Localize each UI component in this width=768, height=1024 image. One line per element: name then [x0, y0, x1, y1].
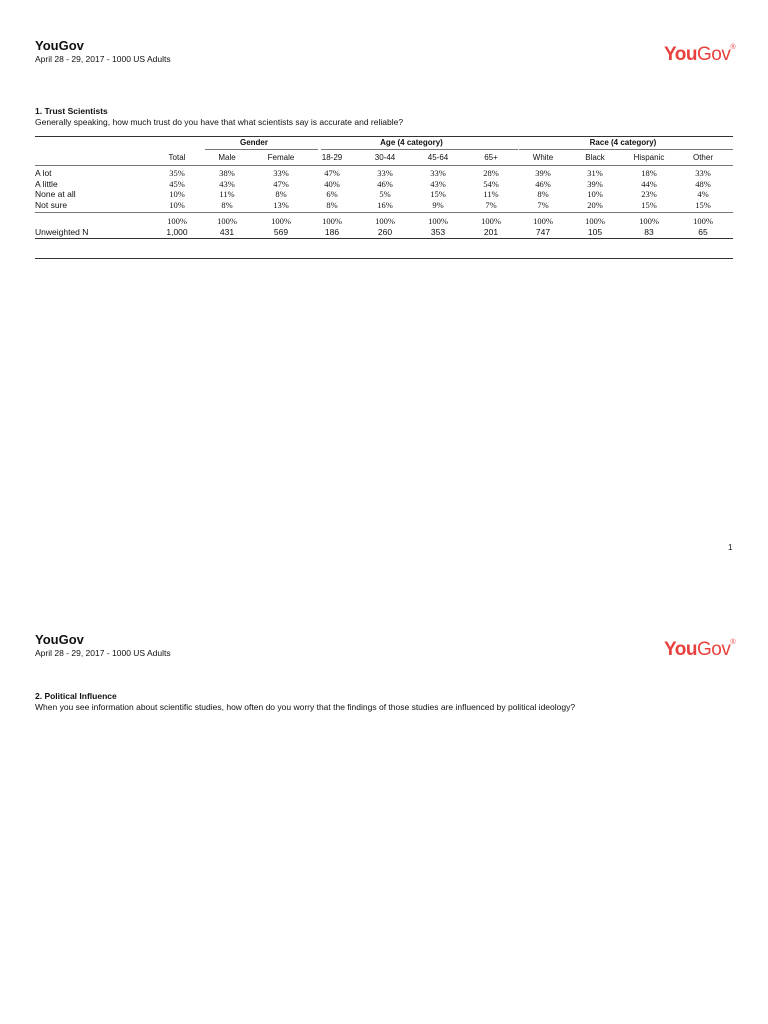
group-underline — [205, 149, 318, 150]
yougov-logo: YouGov® — [664, 44, 736, 65]
sample-size-cell: 569 — [273, 226, 289, 237]
data-cell: 8% — [326, 199, 338, 210]
data-cell: 8% — [275, 189, 287, 199]
data-cell: 33% — [695, 168, 711, 178]
sample-size-cell: 353 — [430, 226, 446, 237]
data-cell: 7% — [485, 199, 497, 210]
column-header: Other — [692, 153, 713, 162]
data-cell: 46% — [377, 178, 393, 189]
data-cell: 15% — [695, 199, 711, 210]
group-header: Age (4 category) — [380, 138, 443, 147]
data-cell: 11% — [483, 189, 499, 199]
column-header: 30-44 — [374, 153, 396, 162]
group-underline — [321, 149, 518, 150]
data-cell: 33% — [430, 168, 446, 178]
column-header: Total — [168, 153, 186, 162]
data-cell: 43% — [219, 178, 235, 189]
data-cell: 39% — [587, 178, 603, 189]
column-header: 65+ — [484, 153, 498, 162]
sample-size-cell: 1,000 — [166, 226, 188, 237]
sample-size-cell: 431 — [219, 226, 235, 237]
total-cell: 100% — [375, 216, 395, 226]
row-label: None at all — [35, 189, 76, 199]
group-header: Race (4 category) — [589, 138, 657, 147]
sample-size-cell: 747 — [535, 226, 551, 237]
data-cell: 47% — [273, 178, 289, 189]
total-cell: 100% — [217, 216, 237, 226]
crosstab-demographics — [35, 720, 733, 844]
group-header: Gender — [239, 138, 268, 147]
data-cell: 33% — [377, 168, 393, 178]
data-cell: 4% — [697, 189, 709, 199]
survey-date: April 28 - 29, 2017 - 1000 US Adults — [35, 54, 171, 64]
brand-title: YouGov — [35, 38, 84, 53]
question-text: When you see information about scientific studies, how often do you worry that the findings of those studies are influenced by political ideology? — [35, 702, 576, 712]
header-rule — [35, 165, 733, 166]
total-cell: 100% — [271, 216, 291, 226]
data-cell: 33% — [273, 168, 289, 178]
total-cell: 100% — [533, 216, 553, 226]
total-cell: 100% — [481, 216, 501, 226]
column-header: 18-29 — [321, 153, 343, 162]
column-header: 45-64 — [427, 153, 449, 162]
data-cell: 39% — [535, 168, 551, 178]
question-title: 2. Political Influence — [35, 691, 117, 701]
group-underline — [519, 149, 733, 150]
data-cell: 9% — [432, 199, 444, 210]
total-cell: 100% — [693, 216, 713, 226]
sample-size-cell: 105 — [587, 226, 603, 237]
sample-size-cell: 201 — [483, 226, 499, 237]
data-cell: 7% — [537, 199, 549, 210]
totals-rule — [35, 212, 733, 213]
sample-size-cell: 83 — [644, 226, 654, 237]
data-cell: 10% — [169, 199, 185, 210]
total-cell: 100% — [428, 216, 448, 226]
data-cell: 40% — [324, 178, 340, 189]
data-cell: 15% — [641, 199, 657, 210]
column-header: Black — [585, 153, 605, 162]
total-cell: 100% — [639, 216, 659, 226]
column-header: Hispanic — [633, 153, 665, 162]
page-2 — [0, 622, 768, 1024]
data-cell: 28% — [483, 168, 499, 178]
total-cell: 100% — [322, 216, 342, 226]
column-header: White — [532, 153, 554, 162]
crosstab-party-income-region — [35, 855, 733, 979]
data-cell: 31% — [587, 168, 603, 178]
data-cell: 5% — [379, 189, 391, 199]
data-cell: 13% — [273, 199, 289, 210]
crosstab-party-income-region — [35, 258, 733, 370]
data-cell: 6% — [326, 189, 338, 199]
data-cell: 8% — [537, 189, 549, 199]
data-cell: 45% — [169, 178, 185, 189]
question-text: Generally speaking, how much trust do you have that what scientists say is accurate and reliable? — [35, 117, 404, 127]
data-cell: 8% — [221, 199, 233, 210]
data-cell: 11% — [219, 189, 235, 199]
data-cell: 10% — [169, 189, 185, 199]
data-cell: 18% — [641, 168, 657, 178]
data-cell: 20% — [587, 199, 603, 210]
row-label: A little — [35, 178, 58, 189]
data-cell: 48% — [695, 178, 711, 189]
data-cell: 35% — [169, 168, 185, 178]
total-cell: 100% — [167, 216, 187, 226]
question-title: 1. Trust Scientists — [35, 106, 108, 116]
table-bottom-rule — [35, 238, 733, 239]
data-cell: 47% — [324, 168, 340, 178]
data-cell: 54% — [483, 178, 499, 189]
table-top-rule — [35, 258, 733, 259]
data-cell: 44% — [641, 178, 657, 189]
survey-date: April 28 - 29, 2017 - 1000 US Adults — [35, 648, 171, 658]
page-number: 1 — [728, 543, 733, 552]
brand-title: YouGov — [35, 632, 84, 647]
sample-size-cell: 65 — [698, 226, 708, 237]
data-cell: 43% — [430, 178, 446, 189]
table-top-rule — [35, 136, 733, 137]
column-header: Female — [267, 153, 295, 162]
row-label: Not sure — [35, 199, 68, 210]
data-cell: 23% — [641, 189, 657, 199]
data-cell: 15% — [430, 189, 446, 199]
crosstab-demographics — [35, 136, 733, 248]
column-header: Male — [218, 153, 236, 162]
data-cell: 38% — [219, 168, 235, 178]
sample-size-cell: 260 — [377, 226, 393, 237]
data-cell: 10% — [587, 189, 603, 199]
sample-size-cell: 186 — [324, 226, 340, 237]
row-label: A lot — [35, 168, 52, 178]
unweighted-n-label: Unweighted N — [35, 226, 89, 237]
yougov-logo: YouGov® — [664, 639, 736, 660]
total-cell: 100% — [585, 216, 605, 226]
data-cell: 46% — [535, 178, 551, 189]
data-cell: 16% — [377, 199, 393, 210]
